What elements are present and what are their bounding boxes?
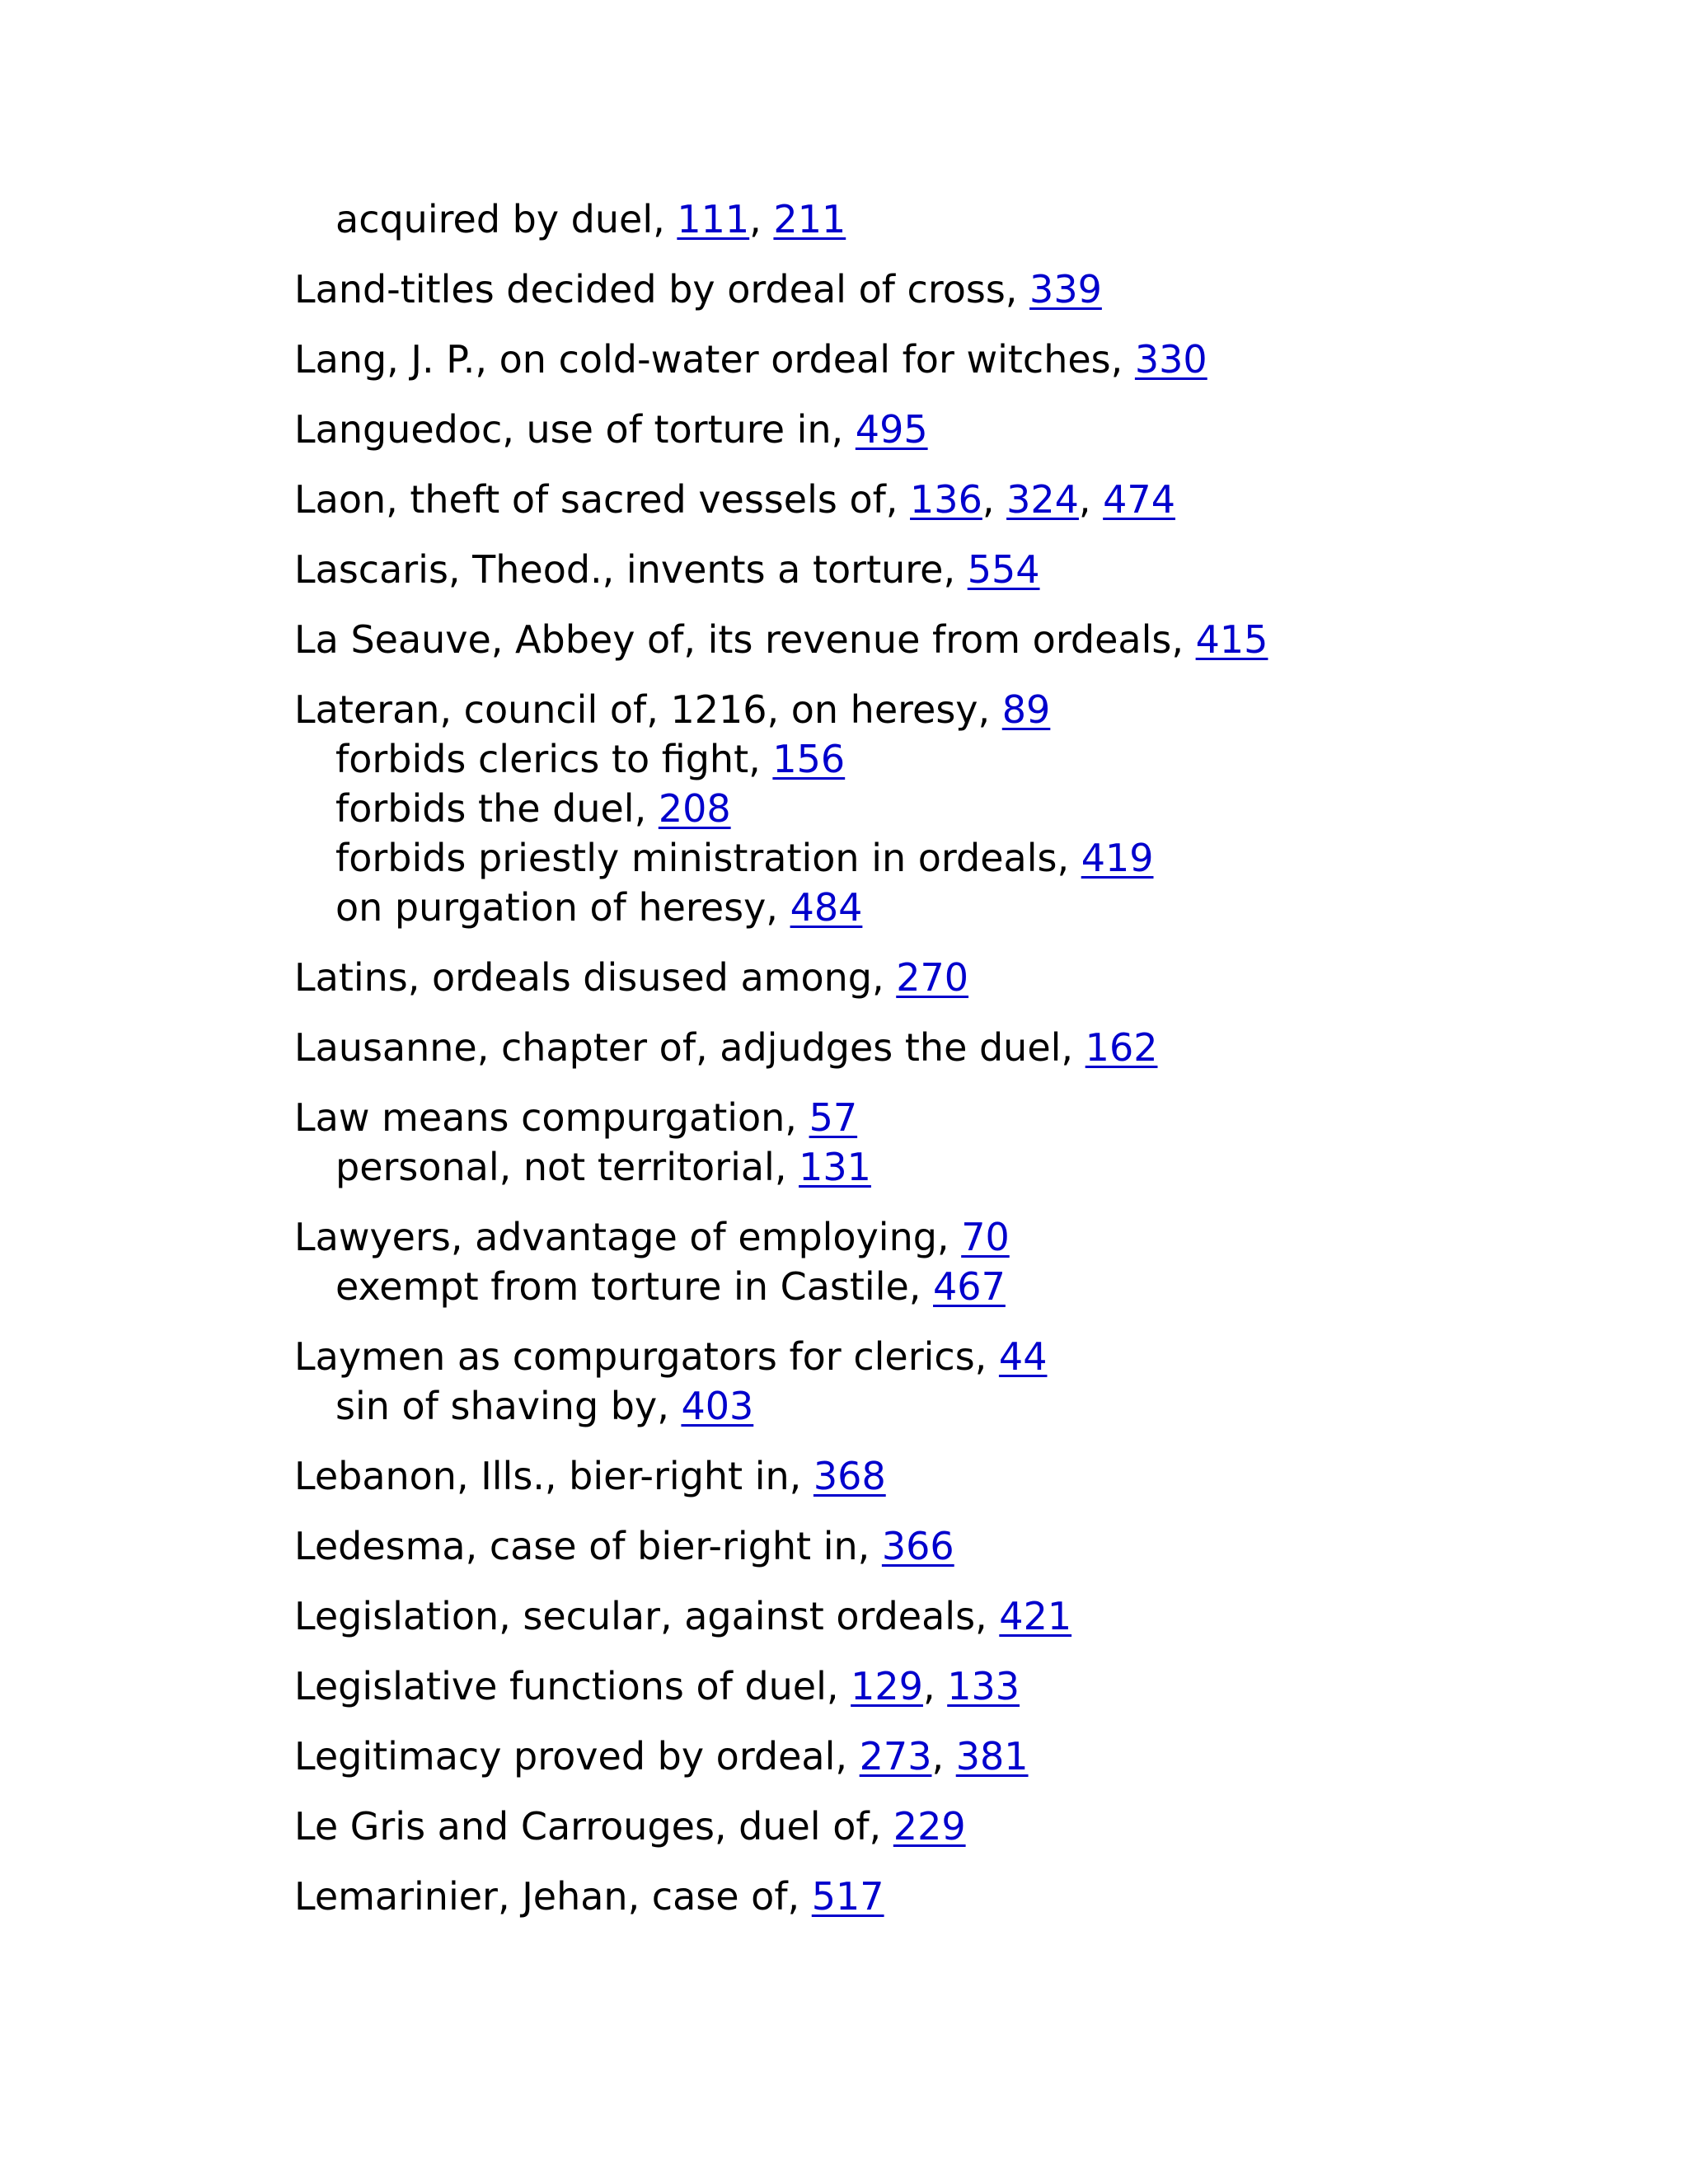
- page-link[interactable]: 495: [855, 407, 928, 452]
- index-subentry: [294, 883, 1613, 932]
- page-link[interactable]: 133: [947, 1664, 1020, 1708]
- page-link[interactable]: 403: [681, 1384, 754, 1428]
- index-heading: [294, 545, 1613, 594]
- entry-text: forbids clerics to fight,: [335, 737, 773, 781]
- index-heading: [294, 685, 1613, 734]
- entry-text: Land-titles decided by ordeal of cross,: [294, 267, 1030, 312]
- index-entry: [294, 1332, 1613, 1431]
- index-entry: [294, 335, 1613, 384]
- index-entry: [294, 265, 1613, 314]
- page-link[interactable]: 330: [1134, 337, 1207, 382]
- entry-text: Languedoc, use of torture in,: [294, 407, 856, 452]
- entry-text: Latins, ordeals disused among,: [294, 955, 897, 1000]
- page-link[interactable]: 467: [933, 1264, 1006, 1309]
- index-entry: [294, 194, 1613, 244]
- index-heading: [294, 335, 1613, 384]
- page-link[interactable]: 273: [859, 1734, 932, 1779]
- index-entry: [294, 1023, 1613, 1072]
- entry-text: Lebanon, Ills., bier-right in,: [294, 1454, 814, 1498]
- page-link[interactable]: 70: [961, 1215, 1010, 1259]
- index-entry: [294, 1212, 1613, 1311]
- page-separator: ,: [982, 477, 1007, 522]
- index-heading: [294, 1023, 1613, 1072]
- entry-text: forbids the duel,: [335, 786, 659, 831]
- entry-text: Ledesma, case of bier-right in,: [294, 1524, 882, 1568]
- page-link[interactable]: 162: [1085, 1025, 1158, 1070]
- index-heading: [294, 1802, 1613, 1851]
- index-subentry: [294, 734, 1613, 784]
- index-heading: [294, 1732, 1613, 1781]
- page-link[interactable]: 131: [799, 1145, 871, 1189]
- page-separator: ,: [749, 197, 774, 241]
- page-link[interactable]: 111: [677, 197, 750, 241]
- entry-text: exempt from torture in Castile,: [335, 1264, 934, 1309]
- page-link[interactable]: 339: [1029, 267, 1102, 312]
- entry-text: on purgation of heresy,: [335, 885, 790, 930]
- index-entry: [294, 405, 1613, 454]
- index-list: [294, 194, 1613, 1942]
- index-subentry: [294, 833, 1613, 883]
- entry-text: forbids priestly ministration in ordeals,: [335, 836, 1081, 880]
- page-link[interactable]: 381: [955, 1734, 1029, 1779]
- entry-text: Legislation, secular, against ordeals,: [294, 1594, 1000, 1638]
- page-link[interactable]: 44: [998, 1334, 1048, 1379]
- page-link[interactable]: 368: [813, 1454, 886, 1498]
- index-entry: [294, 475, 1613, 524]
- page-link[interactable]: 415: [1195, 617, 1268, 662]
- index-subentry: [294, 1262, 1613, 1311]
- page-link[interactable]: 89: [1001, 687, 1051, 732]
- index-subentry: [294, 1381, 1613, 1431]
- index-entry: [294, 1802, 1613, 1851]
- page-link[interactable]: 474: [1103, 477, 1175, 522]
- index-heading: [294, 1093, 1613, 1142]
- index-heading: [294, 1332, 1613, 1381]
- index-entry: [294, 685, 1613, 932]
- entry-text: Legitimacy proved by ordeal,: [294, 1734, 860, 1779]
- entry-text: sin of shaving by,: [335, 1384, 682, 1428]
- entry-text: Lemarinier, Jehan, case of,: [294, 1874, 812, 1919]
- entry-text: Lang, J. P., on cold-water ordeal for witches,: [294, 337, 1135, 382]
- page-separator: ,: [931, 1734, 956, 1779]
- entry-text: Law means compurgation,: [294, 1095, 809, 1140]
- entry-text: Legislative functions of duel,: [294, 1664, 851, 1708]
- index-heading: [294, 405, 1613, 454]
- entry-text: Lascaris, Theod., invents a torture,: [294, 547, 968, 592]
- index-heading: [294, 1521, 1613, 1571]
- entry-text: acquired by duel,: [335, 197, 678, 241]
- page-link[interactable]: 366: [881, 1524, 954, 1568]
- entry-text: Le Gris and Carrouges, duel of,: [294, 1804, 893, 1849]
- page-link[interactable]: 421: [999, 1594, 1072, 1638]
- entry-text: Laymen as compurgators for clerics,: [294, 1334, 999, 1379]
- index-heading: [294, 1591, 1613, 1641]
- index-heading: [294, 1872, 1613, 1921]
- entry-text: Lateran, council of, 1216, on heresy,: [294, 687, 1002, 732]
- index-subentry: [294, 1142, 1613, 1192]
- index-entry: [294, 953, 1613, 1002]
- index-entry: [294, 1732, 1613, 1781]
- index-entry: [294, 1591, 1613, 1641]
- entry-text: Laon, theft of sacred vessels of,: [294, 477, 911, 522]
- page-separator: ,: [922, 1664, 948, 1708]
- page-link[interactable]: 324: [1006, 477, 1079, 522]
- entry-text: Lawyers, advantage of employing,: [294, 1215, 962, 1259]
- index-heading: [294, 475, 1613, 524]
- page-link[interactable]: 270: [896, 955, 969, 1000]
- index-entry: [294, 615, 1613, 664]
- index-subentry: [294, 784, 1613, 833]
- page-link[interactable]: 57: [809, 1095, 858, 1140]
- index-heading: [294, 953, 1613, 1002]
- index-entry: [294, 1661, 1613, 1711]
- index-heading: [294, 1212, 1613, 1262]
- page-link[interactable]: 229: [893, 1804, 966, 1849]
- index-entry: [294, 1521, 1613, 1571]
- index-entry: [294, 1451, 1613, 1501]
- entry-text: La Seauve, Abbey of, its revenue from ordeals,: [294, 617, 1196, 662]
- index-entry: [294, 545, 1613, 594]
- page-link[interactable]: 419: [1081, 836, 1154, 880]
- index-heading: [294, 615, 1613, 664]
- page-link[interactable]: 136: [910, 477, 982, 522]
- index-entry: [294, 1872, 1613, 1921]
- page-link[interactable]: 129: [851, 1664, 923, 1708]
- page-link[interactable]: 517: [811, 1874, 884, 1919]
- page-link[interactable]: 156: [772, 737, 846, 781]
- page-link[interactable]: 484: [790, 885, 863, 930]
- index-heading: [294, 1661, 1613, 1711]
- index-heading: [294, 265, 1613, 314]
- index-heading: [294, 1451, 1613, 1501]
- page-link[interactable]: 211: [773, 197, 846, 241]
- page-link[interactable]: 208: [658, 786, 731, 831]
- index-entry: [294, 1093, 1613, 1192]
- page-separator: ,: [1078, 477, 1104, 522]
- entry-text: personal, not territorial,: [335, 1145, 799, 1189]
- entry-text: Lausanne, chapter of, adjudges the duel,: [294, 1025, 1085, 1070]
- page-link[interactable]: 554: [967, 547, 1040, 592]
- index-subentry: [294, 194, 1613, 244]
